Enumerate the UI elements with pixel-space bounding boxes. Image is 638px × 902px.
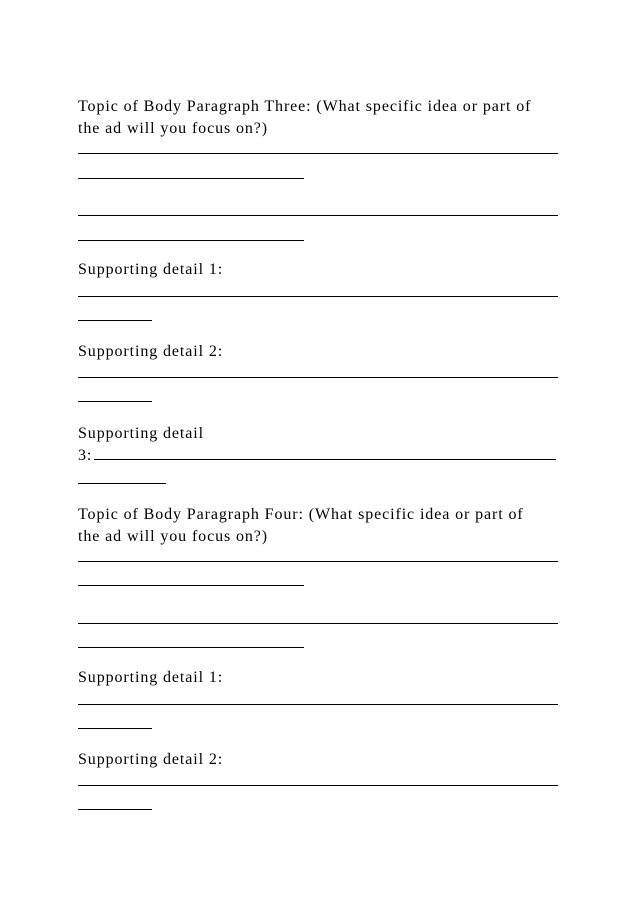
paragraph-three-detail-3-label-line-1: Supporting detail bbox=[78, 425, 204, 442]
paragraph-four-topic-answer-line bbox=[78, 647, 304, 648]
paragraph-three-detail-3-answer-line bbox=[94, 459, 556, 460]
paragraph-four-detail-1-label: Supporting detail 1: bbox=[78, 669, 224, 686]
paragraph-four-detail-1-answer-line bbox=[78, 704, 558, 705]
paragraph-three-topic-answer-line bbox=[78, 178, 304, 179]
paragraph-four-topic-answer-line bbox=[78, 585, 304, 586]
paragraph-three-detail-1-answer-line bbox=[78, 296, 558, 297]
paragraph-three-detail-2-answer-line bbox=[78, 377, 558, 378]
paragraph-three-topic-answer-line bbox=[78, 153, 558, 154]
paragraph-three-detail-2-answer-line bbox=[78, 401, 152, 402]
paragraph-four-detail-2-answer-line bbox=[78, 809, 152, 810]
paragraph-three-detail-1-label: Supporting detail 1: bbox=[78, 261, 224, 278]
paragraph-four-detail-1-answer-line bbox=[78, 728, 152, 729]
paragraph-three-detail-3-answer-line bbox=[78, 483, 166, 484]
paragraph-three-topic-answer-line bbox=[78, 240, 304, 241]
paragraph-three-topic-prompt-line-2: the ad will you focus on?) bbox=[78, 120, 269, 137]
paragraph-four-topic-answer-line bbox=[78, 623, 558, 624]
paragraph-four-topic-answer-line bbox=[78, 561, 558, 562]
paragraph-four-topic-prompt-line-2: the ad will you focus on?) bbox=[78, 528, 269, 545]
paragraph-four-detail-2-answer-line bbox=[78, 785, 558, 786]
paragraph-three-topic-answer-line bbox=[78, 215, 558, 216]
paragraph-four-topic-prompt-line-1: Topic of Body Paragraph Four: (What specific idea or part of bbox=[78, 506, 524, 523]
paragraph-four-detail-2-label: Supporting detail 2: bbox=[78, 751, 224, 768]
paragraph-three-detail-1-answer-line bbox=[78, 320, 152, 321]
paragraph-three-detail-2-label: Supporting detail 2: bbox=[78, 343, 224, 360]
paragraph-three-topic-prompt-line-1: Topic of Body Paragraph Three: (What specific idea or part of bbox=[78, 98, 532, 115]
paragraph-three-detail-3-label-line-2: 3: bbox=[78, 447, 93, 464]
